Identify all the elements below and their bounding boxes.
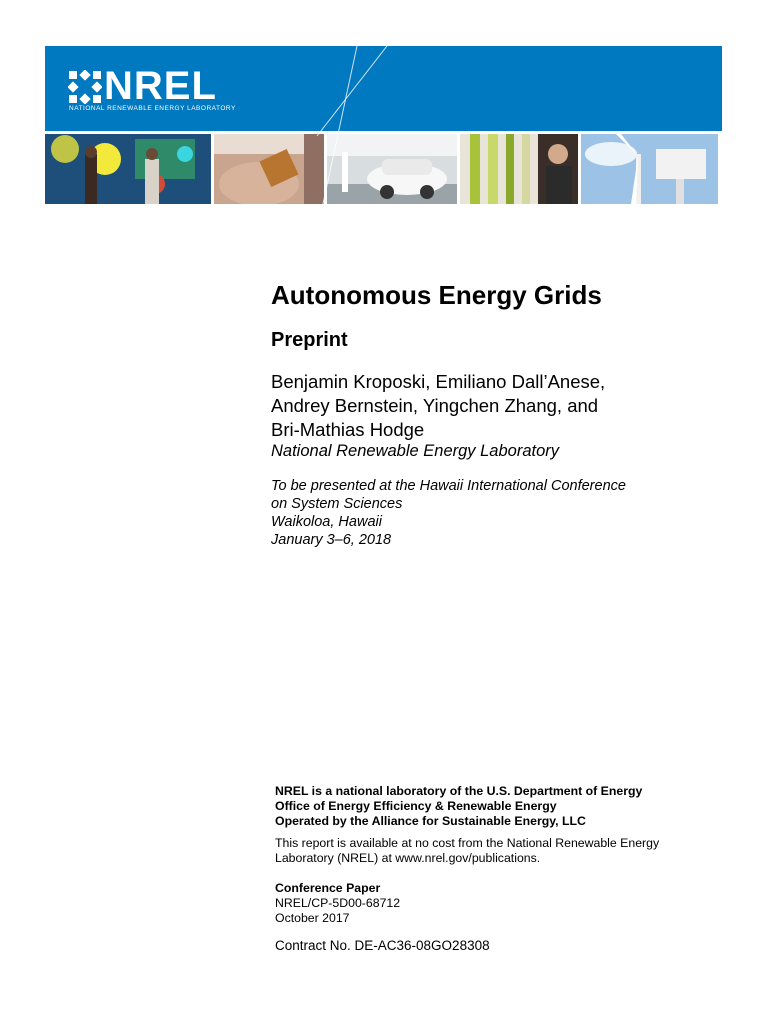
- paper-type: Conference Paper: [275, 881, 381, 895]
- conference-info: [271, 477, 671, 549]
- author-line: Bri-Mathias Hodge: [271, 419, 425, 440]
- author-line: Andrey Bernstein, Yingchen Zhang, and: [271, 395, 599, 416]
- nrel-logo-text: NREL: [104, 64, 217, 108]
- conference-line: To be presented at the Hawaii International Conference: [271, 478, 626, 494]
- lab-statement-line: NREL is a national laboratory of the U.S. Department of Energy: [275, 784, 643, 798]
- lab-statement: [275, 784, 715, 829]
- nrel-banner: [45, 46, 722, 204]
- report-number: NREL/CP-5D00-68712: [275, 896, 401, 910]
- availability-line: This report is available at no cost from the National Renewable Energy: [275, 836, 660, 850]
- conference-date: January 3–6, 2018: [271, 532, 392, 548]
- report-footer: [275, 784, 715, 954]
- banner-decorative-lines: [45, 46, 722, 204]
- lab-statement-line: Office of Energy Efficiency & Renewable Energy: [275, 799, 557, 813]
- document-title: Autonomous Energy Grids: [271, 280, 602, 310]
- author-list: [271, 370, 691, 442]
- report-date: October 2017: [275, 911, 350, 925]
- nrel-logo-subtitle: NATIONAL RENEWABLE ENERGY LABORATORY: [69, 105, 236, 112]
- lab-statement-line: Operated by the Alliance for Sustainable Energy, LLC: [275, 814, 586, 828]
- document-subtitle: Preprint: [271, 329, 348, 351]
- author-affiliation: National Renewable Energy Laboratory: [271, 442, 560, 460]
- availability-line: Laboratory (NREL) at www.nrel.gov/publications.: [275, 851, 541, 865]
- contract-number: Contract No. DE-AC36-08GO28308: [275, 938, 490, 953]
- conference-location: Waikoloa, Hawaii: [271, 514, 382, 530]
- conference-line: on System Sciences: [271, 496, 403, 512]
- author-line: Benjamin Kroposki, Emiliano Dall’Anese,: [271, 371, 606, 392]
- availability-note: [275, 836, 715, 866]
